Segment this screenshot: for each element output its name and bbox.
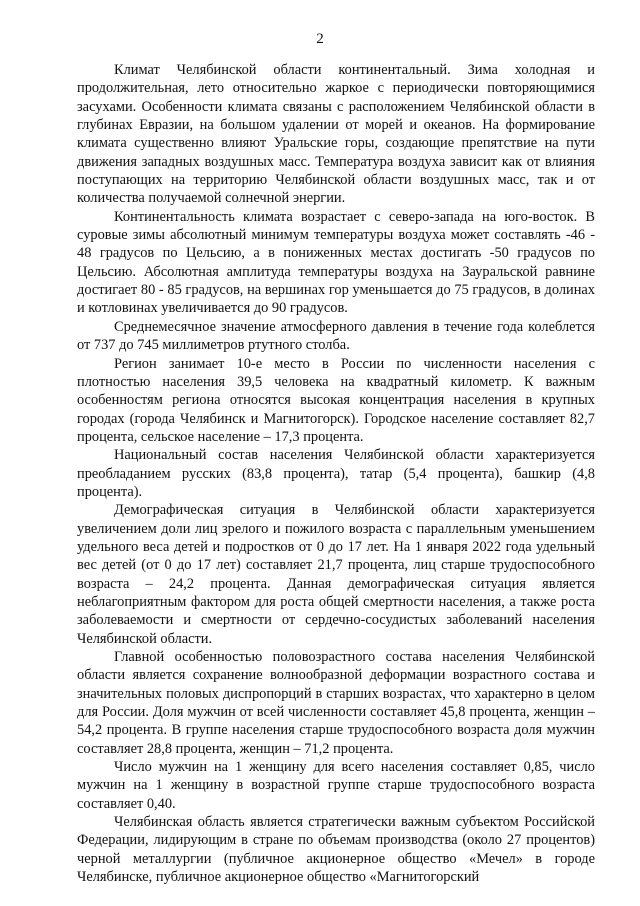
paragraph-continentality: Континентальность климата возрастает с северо-запада на юго-восток. В суровые зимы абсолютный минимум температуры воздуха может составлять -46 - 48 градусов по Цельсию, а в пониженных местах достигать -50 градусов по Цельсию. Абсолютная амплитуда температуры воздуха на Зауральской равнине достигает 80 - 85 градусов, на вершинах гор уменьшается до 75 градусов, в долинах и котловинах увеличивается до 90 градусов. bbox=[77, 208, 595, 317]
document-body bbox=[77, 61, 595, 886]
paragraph-population: Регион занимает 10-е место в России по численности населения с плотностью населения 39,5 человека на квадратный километр. К важным особенностям региона относятся высокая концентрация населения в крупных городах (города Челябинск и Магнитогорск). Городское население составляет 82,7 процента, сельское население – 17,3 процента. bbox=[77, 355, 595, 445]
paragraph-ethnic-composition: Национальный состав населения Челябинской области характеризуется преобладанием русских (83,8 процента), татар (5,4 процента), башкир (4,8 процента). bbox=[77, 447, 595, 500]
paragraph-industry: Челябинская область является стратегически важным субъектом Российской Федерации, лидирующим в стране по объемам производства (около 27 процентов) черной металлургии (публичное акционерное общество «Мечел» в городе Челябинске, публичное акционерное общество «Магнитогорский bbox=[77, 814, 595, 886]
paragraph-age-sex-structure: Главной особенностью половозрастного состава населения Челябинской области является сохранение волнообразной деформации возрастного состава и значительных половых диспропорций в старших возрастах, что характерно в целом для России. Доля мужчин от всей численности составляет 45,8 процента, женщин – 54,2 процента. В группе населения старше трудоспособного возраста доля мужчин составляет 28,8 процента, женщин – 71,2 процента. bbox=[77, 649, 595, 757]
paragraph-pressure: Среднемесячное значение атмосферного давления в течение года колеблется от 737 до 745 миллиметров ртутного столба. bbox=[77, 318, 595, 354]
paragraph-climate: Климат Челябинской области континентальный. Зима холодная и продолжительная, лето относительно жаркое с периодически повторяющимися засухами. Особенности климата связаны с расположением Челябинской области в глубинах Евразии, на большом удалении от морей и океанов. На формирование климата существенно влияют Уральские горы, создающие препятствие на пути движения западных воздушных масс. Температура воздуха зависит как от влияния поступающих на территорию Челябинской области воздушных масс, так и от количества получаемой солнечной энергии. bbox=[77, 62, 595, 207]
page-number: 2 bbox=[316, 31, 324, 47]
paragraph-demographics: Демографическая ситуация в Челябинской области характеризуется увеличением доли лиц зрелого и пожилого возраста с параллельным уменьшением удельного веса детей и подростков от 0 до 17 лет. На 1 января 2022 года удельный вес детей (от 0 до 17 лет) составляет 21,7 процента, лиц старше трудоспособного возраста – 24,2 процента. Данная демографическая ситуация является неблагоприятным фактором для роста общей смертности населения, а также роста заболеваемости и смертности от сердечно-сосудистых заболеваний населения Челябинской области. bbox=[77, 502, 595, 647]
paragraph-sex-ratio: Число мужчин на 1 женщину для всего населения составляет 0,85, число мужчин на 1 женщину в возрастной группе старше трудоспособного возраста составляет 0,40. bbox=[77, 759, 595, 812]
